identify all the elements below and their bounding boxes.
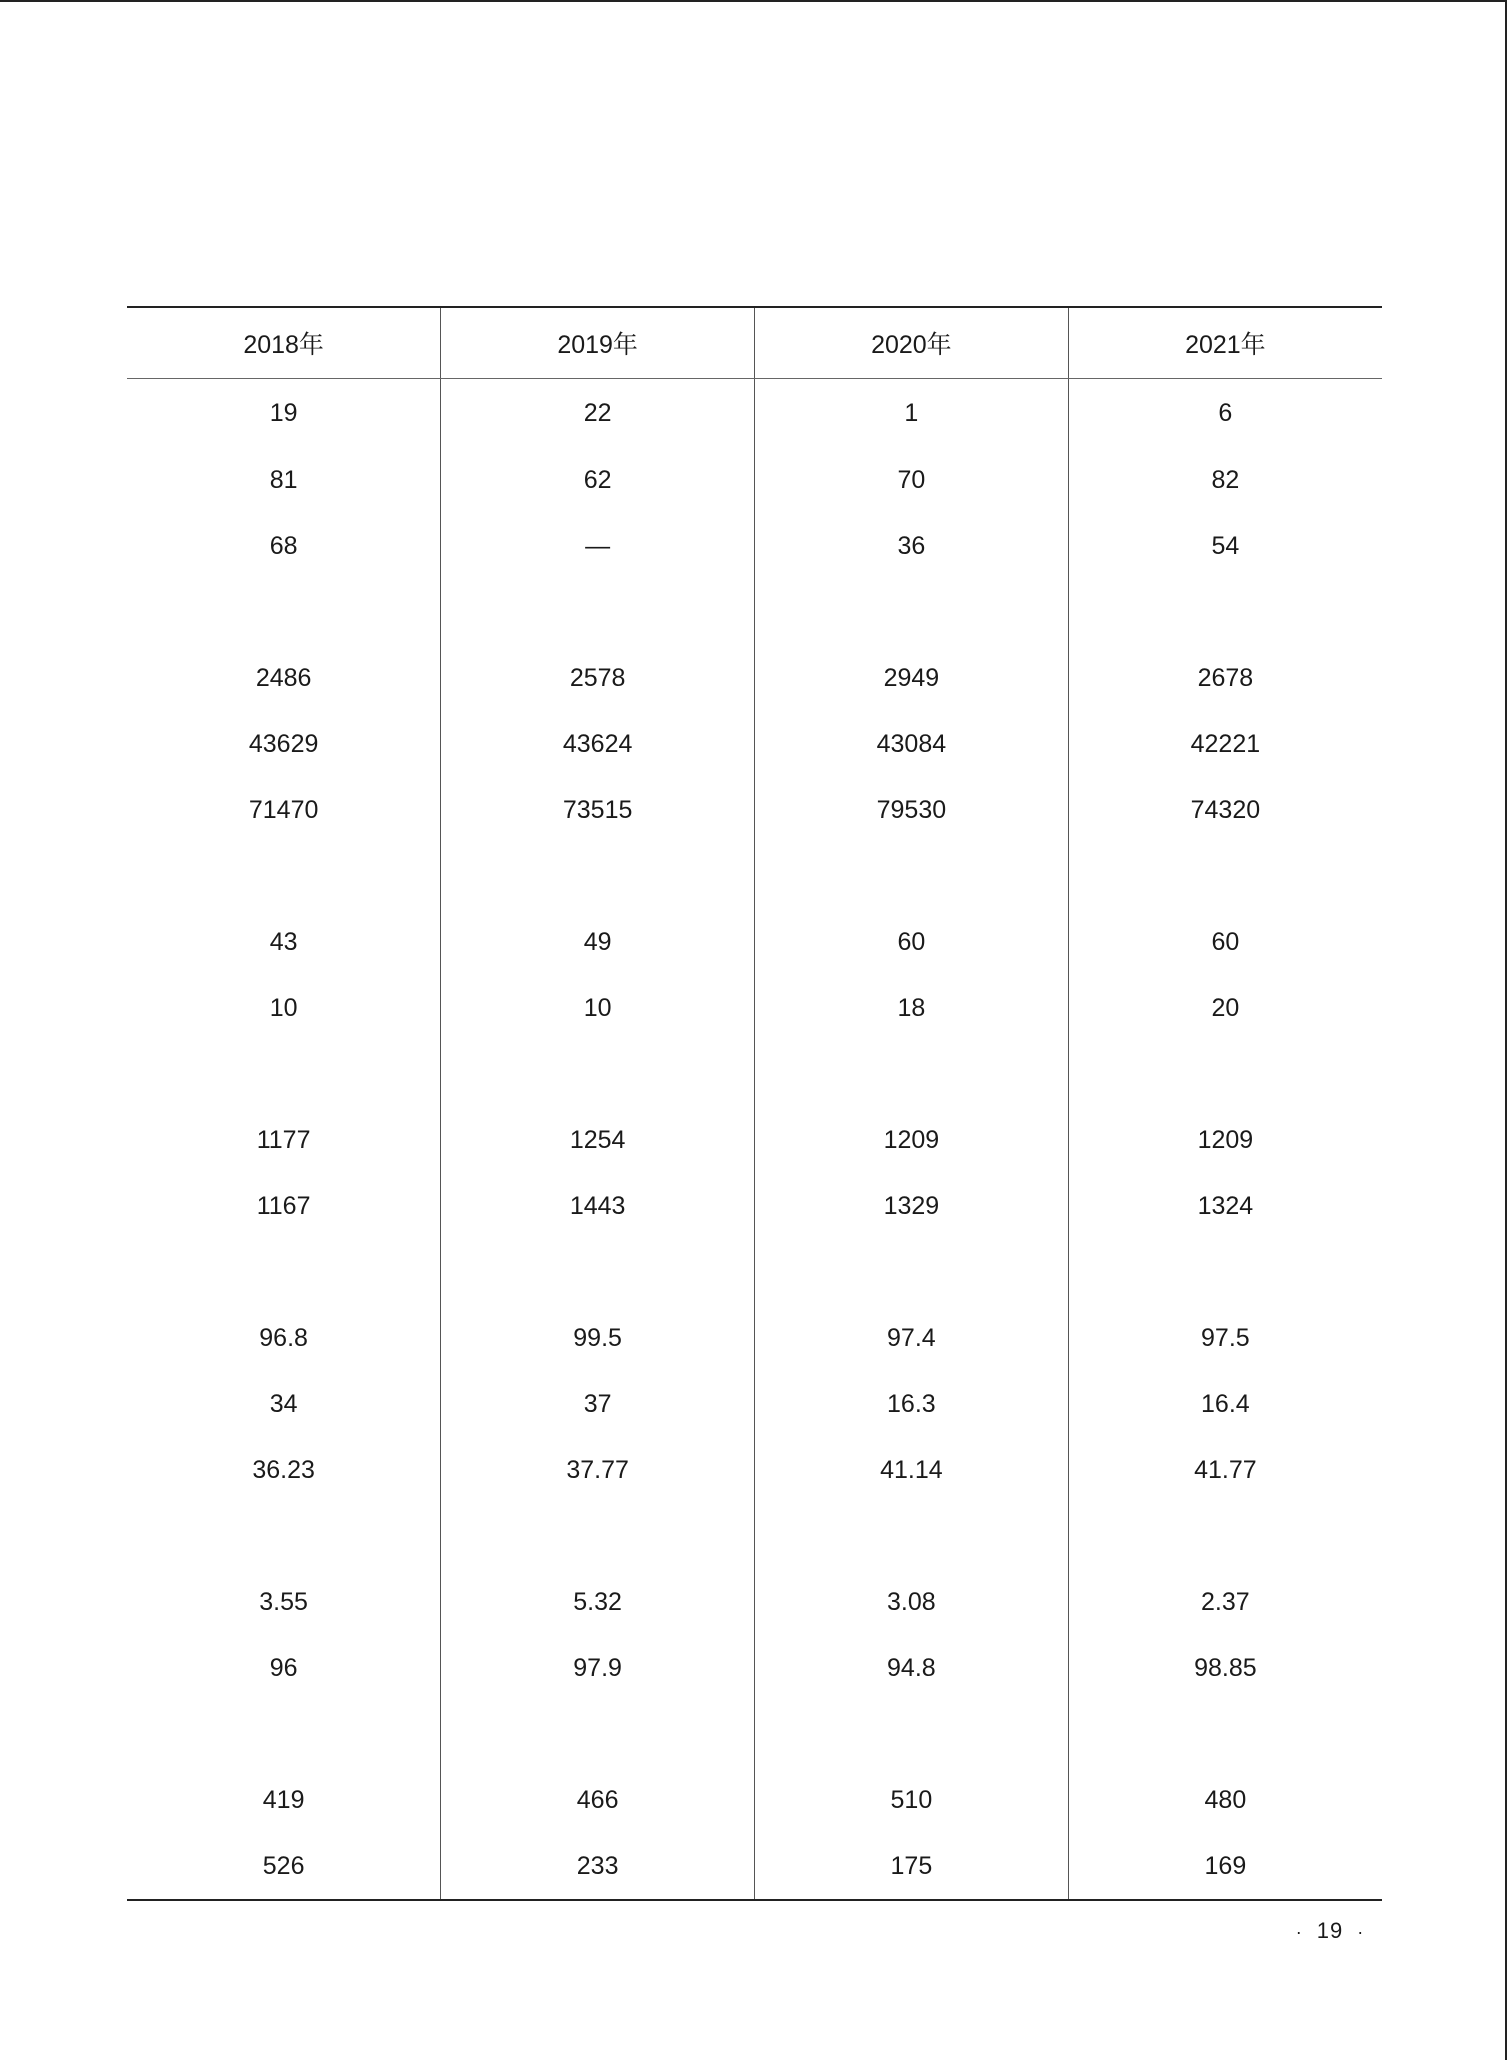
spacer-row bbox=[127, 1239, 1382, 1305]
table-cell: 73515 bbox=[441, 777, 755, 843]
table-cell: 2.37 bbox=[1068, 1569, 1382, 1635]
table-cell bbox=[1068, 579, 1382, 645]
table-cell: 94.8 bbox=[755, 1635, 1069, 1701]
table-row bbox=[127, 1305, 1382, 1371]
table-cell bbox=[755, 843, 1069, 909]
table-row bbox=[127, 1635, 1382, 1701]
page-number bbox=[1280, 1918, 1380, 1944]
table-cell: 2949 bbox=[755, 645, 1069, 711]
table-cell: 175 bbox=[755, 1833, 1069, 1900]
spacer-row bbox=[127, 1041, 1382, 1107]
table-cell: 1177 bbox=[256, 1125, 311, 1154]
table-cell: 1254 bbox=[441, 1107, 755, 1173]
table-cell: 43084 bbox=[755, 711, 1069, 777]
table-cell: 526 bbox=[127, 1833, 441, 1900]
table-cell: 1167 bbox=[256, 1191, 311, 1220]
table-cell bbox=[441, 1239, 755, 1305]
table-cell: 97.9 bbox=[441, 1635, 755, 1701]
page-number-value: 19 bbox=[1316, 1918, 1344, 1943]
table-cell: 466 bbox=[441, 1767, 755, 1833]
table-row bbox=[127, 1767, 1382, 1833]
table-cell: 71470 bbox=[248, 795, 319, 824]
table-row bbox=[127, 1173, 1382, 1239]
table-cell: — bbox=[441, 513, 755, 579]
table-row bbox=[127, 645, 1382, 711]
table-row bbox=[127, 975, 1382, 1041]
table-cell: 6 bbox=[1068, 379, 1382, 448]
table-cell bbox=[1068, 843, 1382, 909]
table-cell: 96 bbox=[269, 1653, 298, 1682]
table-cell: 96.8 bbox=[259, 1323, 308, 1352]
table-cell: 42221 bbox=[1068, 711, 1382, 777]
data-table bbox=[127, 306, 1382, 1901]
table-cell: 18 bbox=[755, 975, 1069, 1041]
table-row bbox=[127, 1833, 1382, 1900]
table-row bbox=[127, 711, 1382, 777]
table-cell: 36 bbox=[755, 513, 1069, 579]
table-cell: 2486 bbox=[255, 663, 312, 692]
table-cell: 99.5 bbox=[441, 1305, 755, 1371]
spacer-row bbox=[127, 1701, 1382, 1767]
table-cell: 1209 bbox=[1068, 1107, 1382, 1173]
table-cell: 233 bbox=[441, 1833, 755, 1900]
table-cell: 60 bbox=[755, 909, 1069, 975]
page-dot-left: · bbox=[1295, 1922, 1303, 1942]
table-cell bbox=[441, 843, 755, 909]
header-2018: 2018年 bbox=[127, 307, 441, 379]
table-cell: 37.77 bbox=[441, 1437, 755, 1503]
table-cell bbox=[127, 1503, 441, 1569]
table-cell bbox=[1068, 1239, 1382, 1305]
table-cell bbox=[127, 843, 441, 909]
table-cell: 68 bbox=[269, 531, 298, 560]
header-2020: 2020年 bbox=[755, 307, 1069, 379]
table-cell: 169 bbox=[1068, 1833, 1382, 1900]
page-dot-right: · bbox=[1357, 1922, 1365, 1942]
table-row bbox=[127, 1107, 1382, 1173]
table-cell: 2578 bbox=[441, 645, 755, 711]
table-cell: 79530 bbox=[755, 777, 1069, 843]
table-row bbox=[127, 513, 1382, 579]
table-row bbox=[127, 1437, 1382, 1503]
table-cell: 1329 bbox=[755, 1173, 1069, 1239]
table-row bbox=[127, 379, 1382, 448]
table-cell bbox=[1068, 1041, 1382, 1107]
table-cell: 74320 bbox=[1068, 777, 1382, 843]
table-cell bbox=[127, 1701, 441, 1767]
header-2021: 2021年 bbox=[1068, 307, 1382, 379]
table-cell bbox=[755, 1239, 1069, 1305]
table-cell: 3.08 bbox=[755, 1569, 1069, 1635]
table-cell bbox=[127, 579, 441, 645]
spacer-row bbox=[127, 579, 1382, 645]
table-row bbox=[127, 447, 1382, 513]
table-cell: 54 bbox=[1068, 513, 1382, 579]
table-cell bbox=[755, 1701, 1069, 1767]
table-cell: 70 bbox=[755, 447, 1069, 513]
table-cell: 43624 bbox=[441, 711, 755, 777]
table-cell bbox=[441, 1503, 755, 1569]
table-cell bbox=[441, 1701, 755, 1767]
table-cell: 419 bbox=[262, 1785, 305, 1814]
table-row bbox=[127, 777, 1382, 843]
table-cell bbox=[127, 1239, 441, 1305]
table-cell: 97.4 bbox=[755, 1305, 1069, 1371]
table-cell bbox=[755, 579, 1069, 645]
table-cell: 1443 bbox=[441, 1173, 755, 1239]
table-cell bbox=[1068, 1701, 1382, 1767]
table-cell: 43 bbox=[269, 927, 298, 956]
table-cell: 43629 bbox=[248, 729, 319, 758]
table-cell: 16.3 bbox=[755, 1371, 1069, 1437]
table-cell bbox=[441, 1041, 755, 1107]
table-cell: 10 bbox=[441, 975, 755, 1041]
table-cell: 37 bbox=[441, 1371, 755, 1437]
table-cell: 82 bbox=[1068, 447, 1382, 513]
table-cell: 22 bbox=[441, 379, 755, 448]
table-cell bbox=[441, 579, 755, 645]
table-cell: 20 bbox=[1068, 975, 1382, 1041]
table-cell: 62 bbox=[441, 447, 755, 513]
table-cell: 1 bbox=[755, 379, 1069, 448]
table-cell bbox=[755, 1503, 1069, 1569]
table-cell: 81 bbox=[269, 465, 298, 494]
table-row bbox=[127, 1371, 1382, 1437]
table-cell: 97.5 bbox=[1068, 1305, 1382, 1371]
table-cell: 2678 bbox=[1068, 645, 1382, 711]
table-cell: 19 bbox=[269, 398, 298, 427]
table-cell: 10 bbox=[269, 993, 298, 1022]
table-cell: 1209 bbox=[755, 1107, 1069, 1173]
spacer-row bbox=[127, 1503, 1382, 1569]
table-cell bbox=[1068, 1503, 1382, 1569]
table-body bbox=[127, 379, 1382, 1901]
table-cell: 49 bbox=[441, 909, 755, 975]
table-cell bbox=[755, 1041, 1069, 1107]
table-cell: 510 bbox=[755, 1767, 1069, 1833]
table-cell: 36.23 bbox=[252, 1455, 315, 1484]
table-cell: 480 bbox=[1068, 1767, 1382, 1833]
table-cell: 60 bbox=[1068, 909, 1382, 975]
table-cell: 3.55 bbox=[259, 1587, 308, 1616]
table-cell bbox=[127, 1041, 441, 1107]
table-cell: 34 bbox=[269, 1389, 298, 1418]
table-cell: 16.4 bbox=[1068, 1371, 1382, 1437]
table-cell: 1324 bbox=[1068, 1173, 1382, 1239]
table-row bbox=[127, 1569, 1382, 1635]
table-cell: 98.85 bbox=[1068, 1635, 1382, 1701]
table-cell: 41.77 bbox=[1068, 1437, 1382, 1503]
table-cell: 41.14 bbox=[755, 1437, 1069, 1503]
header-2019: 2019年 bbox=[441, 307, 755, 379]
table-cell: 5.32 bbox=[441, 1569, 755, 1635]
header-row bbox=[127, 307, 1382, 379]
spacer-row bbox=[127, 843, 1382, 909]
table-row bbox=[127, 909, 1382, 975]
